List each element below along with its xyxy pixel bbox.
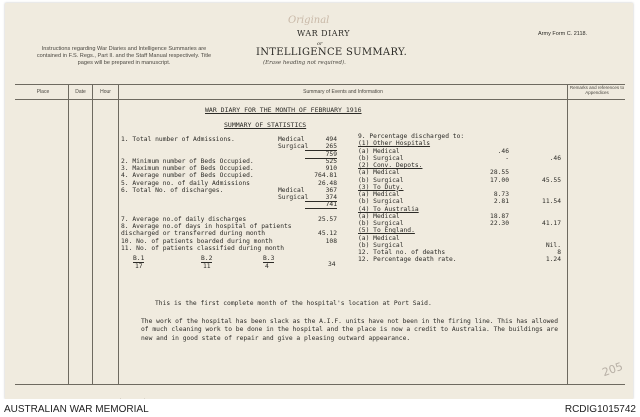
stat-label: (2) Conv. Depots. — [358, 162, 423, 169]
stat-total: 41.17 — [542, 220, 561, 227]
stat-label: 10. No. of patients boarded during month — [121, 237, 273, 245]
stat-value: 741 — [305, 201, 337, 209]
stat-subcategory: Medical — [278, 136, 305, 143]
stat-total: 1.24 — [545, 256, 561, 264]
stat-label: (a) Medical — [358, 147, 400, 155]
stat-label: 1. Total number of Admissions. — [121, 136, 235, 143]
stat-percent: 18.87 — [490, 212, 509, 220]
stat-percent: .46 — [497, 147, 509, 155]
stat-label: 2. Minimum number of Beds Occupied. — [121, 157, 254, 165]
stat-subcategory: Surgical — [278, 143, 309, 151]
stat-label: 9. Percentage discharged to: — [358, 133, 465, 140]
summary-heading: SUMMARY OF STATISTICS — [224, 121, 307, 129]
stat-percent: 22.30 — [490, 220, 509, 227]
war-diary-heading: WAR DIARY — [297, 29, 351, 38]
stat-value: 525 — [325, 157, 337, 165]
column-divider — [68, 84, 69, 384]
stat-label: (4) To Australia — [358, 205, 419, 213]
stat-value: 764.81 — [314, 172, 337, 180]
stat-label: (1) Other Hospitals — [358, 140, 431, 148]
class-value: 4 — [265, 263, 269, 270]
credit-institution: AUSTRALIAN WAR MEMORIAL — [4, 404, 149, 415]
col-remarks: Remarks and references to Appendices — [569, 85, 625, 95]
class-value: 11 — [203, 263, 211, 270]
col-date: Date — [75, 89, 86, 95]
stat-label: 12. Percentage death rate. — [358, 256, 457, 264]
column-divider — [118, 84, 119, 384]
work-paragraph: The work of the hospital has been slack as the A.I.F. units have not been in the firing line. This has allowed of much cleaning work to be done in the hospital and the place is now a credit to Australia. The buildings are new and in good state of repair and give a pleasing outward appearance. — [141, 318, 559, 342]
stat-label: 8. Average no.of days in hospital of patients — [121, 223, 292, 230]
stat-value: 367 — [325, 186, 337, 194]
stat-label: (b) Surgical — [358, 198, 404, 206]
col-place: Place — [36, 89, 50, 95]
stat-percent: - — [505, 154, 509, 162]
stat-value: 108 — [325, 237, 337, 245]
table-top-rule — [15, 84, 625, 85]
stat-value: 25.57 — [318, 215, 337, 223]
stat-label: (5) To England. — [358, 227, 415, 235]
stat-label: (b) Surgical — [358, 176, 404, 184]
page-number-mark: 205 — [600, 359, 625, 380]
stat-label: discharged or transferred during month — [121, 230, 266, 238]
stat-percent: 8.73 — [493, 191, 509, 198]
col-hour: Hour — [100, 89, 111, 95]
erase-note: (Erase heading not required). — [263, 60, 346, 66]
or-text: or — [317, 41, 323, 47]
stat-label: 12. Total no. of deaths — [358, 249, 446, 256]
class-value: 17 — [135, 263, 143, 270]
stat-label: (a) Medical — [358, 234, 400, 242]
table-header-rule — [15, 99, 625, 100]
stat-label: 3. Maximum number of Beds Occupied. — [121, 165, 254, 172]
class-label: B.1 — [133, 255, 145, 262]
stat-value: 45.12 — [318, 230, 337, 238]
diary-title: WAR DIARY FOR THE MONTH OF FEBRUARY 1916 — [205, 106, 362, 114]
stat-total: 11.54 — [542, 198, 561, 206]
stat-label: (a) Medical — [358, 169, 400, 177]
class-label: B.3 — [263, 255, 275, 262]
col-summary: Summary of Events and Information — [303, 89, 383, 95]
stat-percent: 28.55 — [490, 169, 509, 177]
stat-percent: 17.00 — [490, 176, 509, 184]
column-divider — [92, 84, 93, 384]
instructions-text: Instructions regarding War Diaries and Intelligence Summaries are contained in F.S. Regs., Part II. and the Staff Manual respectively. Title pages will be prepared in manuscript. — [36, 46, 212, 66]
stat-value: 494 — [325, 136, 337, 143]
location-note: This is the first complete month of the hospital's location at Port Said. — [155, 300, 432, 307]
stat-label: (b) Surgical — [358, 220, 404, 227]
column-divider — [567, 84, 568, 384]
stat-percent: 2.81 — [493, 198, 509, 206]
stat-value: 265 — [305, 143, 337, 151]
stat-total: 8 — [557, 249, 561, 256]
stat-value: 26.48 — [318, 179, 337, 187]
stat-label: (a) Medical — [358, 191, 400, 198]
stat-label: (b) Surgical — [358, 241, 404, 249]
class-total: 34 — [328, 261, 336, 268]
stat-subcategory: Surgical — [278, 194, 309, 201]
diary-page — [5, 3, 633, 399]
army-form-label: Army Form C. 2118. — [538, 31, 588, 37]
stat-total: Nil. — [545, 241, 561, 249]
original-stamp: Original — [288, 15, 330, 26]
stat-total: 45.55 — [542, 176, 561, 184]
stat-label: (3) To Duty. — [358, 183, 404, 191]
stat-total: .46 — [549, 154, 561, 162]
stat-label: 7. Average no.of daily discharges — [121, 215, 247, 223]
stat-subcategory: Medical — [278, 186, 305, 194]
stat-label: 11. No. of patients classified during month — [121, 244, 285, 252]
intelligence-summary-heading: INTELLIGENCE SUMMARY. — [256, 47, 408, 58]
stat-label: 6. Total No. of discharges. — [121, 186, 224, 194]
stat-label: (b) Surgical — [358, 154, 404, 162]
stat-label: (a) Medical — [358, 212, 400, 220]
stat-value: 759 — [305, 151, 337, 159]
stat-label: 4. Average number of Beds Occupied. — [121, 172, 254, 180]
stat-value: 374 — [305, 194, 337, 202]
stat-label: 5. Average no. of daily Admissions — [121, 179, 250, 187]
stat-value: 910 — [325, 165, 337, 172]
credit-reference: RCDIG1015742 — [564, 404, 636, 415]
table-bottom-rule — [15, 384, 625, 385]
class-label: B.2 — [201, 255, 213, 262]
